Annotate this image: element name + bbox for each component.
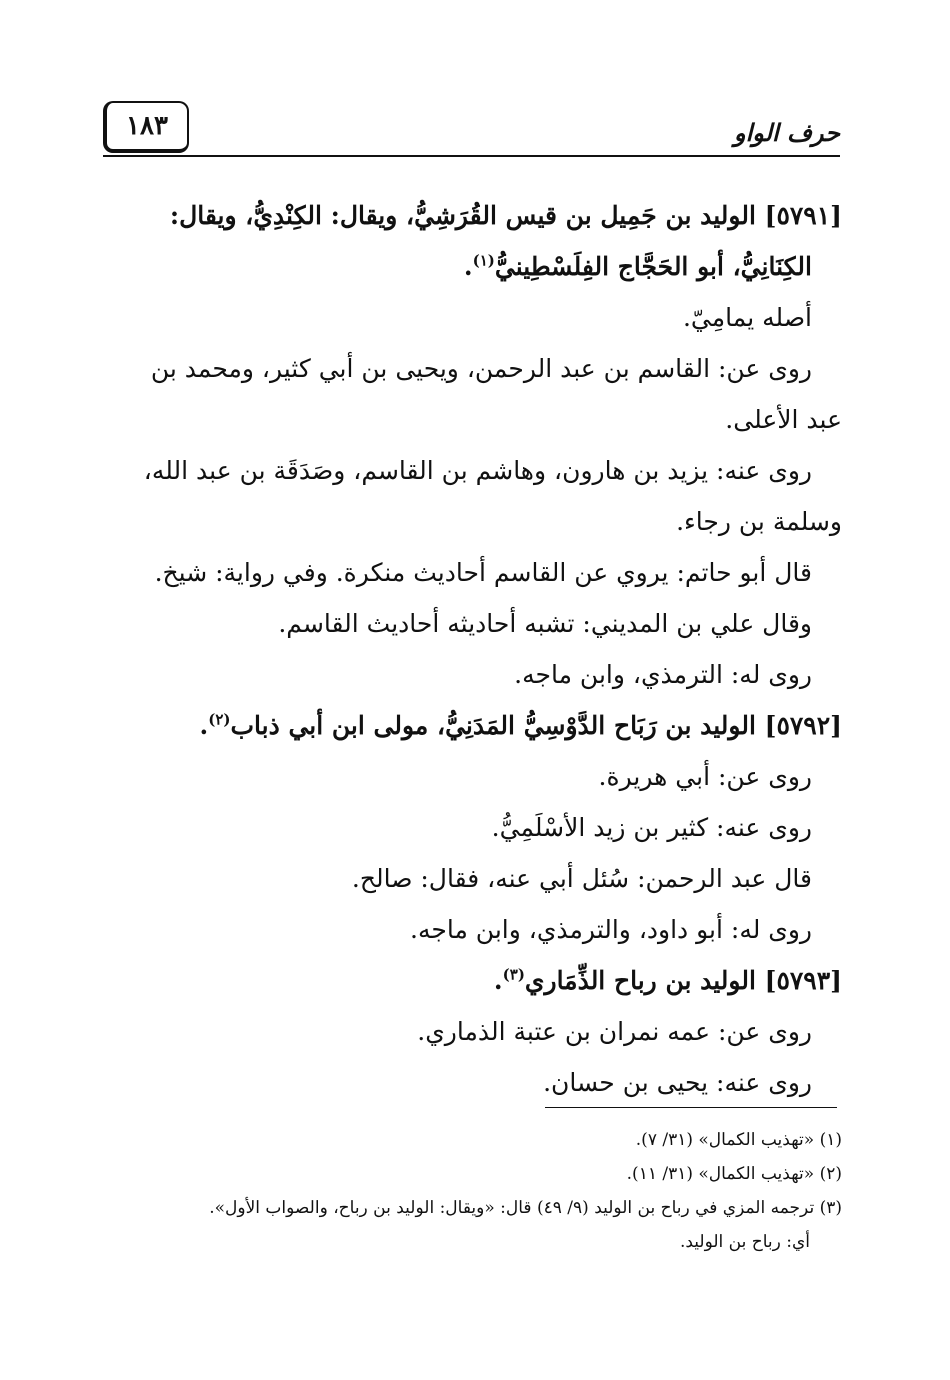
footnote-marker: (١) xyxy=(472,251,495,270)
entry-line: روى له: أبو داود، والترمذي، وابن ماجه. xyxy=(410,915,812,944)
entry-heading-continued: الكِنَانِيُّ، أبو الحَجَّاج الفِلَسْطِينيُّ$^{(١)}$. xyxy=(463,251,812,281)
entry-line: وسلمة بن رجاء. xyxy=(676,507,842,536)
entry-line: روى عن: أبي هريرة. xyxy=(598,762,812,791)
footnote-separator xyxy=(545,1107,837,1108)
entry-line: روى عنه: كثير بن زيد الأسْلَمِيُّ. xyxy=(491,813,812,842)
footnote: (٢) «تهذيب الكمال» (٣١/ ١١). xyxy=(626,1164,842,1184)
footnote: (٣) ترجمه المزي في رباح بن الوليد (٩/ ٤٩) قال: «ويقال: الوليد بن رباح، والصواب الأول». xyxy=(209,1198,842,1218)
entry-line: قال عبد الرحمن: سُئل أبي عنه، فقال: صالح. xyxy=(351,864,812,893)
entry-line: روى عنه: يحيى بن حسان. xyxy=(543,1068,812,1097)
entry-line: روى عن: القاسم بن عبد الرحمن، ويحيى بن أبي كثير، ومحمد بن xyxy=(150,354,812,383)
entry-line: روى عن: عمه نمران بن عتبة الذماري. xyxy=(417,1017,812,1046)
main-text xyxy=(103,190,842,1108)
header-rule xyxy=(103,155,840,157)
running-title: حرف الواو xyxy=(734,118,840,147)
entry-line: وقال علي بن المديني: تشبه أحاديثه أحاديث القاسم. xyxy=(278,609,812,638)
footnote-marker: (٣) xyxy=(502,965,525,984)
footnote-marker: (٢) xyxy=(208,710,231,729)
footnotes xyxy=(100,1123,842,1259)
entry-heading: [٥٧٩٣] الوليد بن رباح الذِّمَاري$^{(٣)}$. xyxy=(493,965,842,995)
entry-heading: [٥٧٩٢] الوليد بن رَبَاح الدَّوْسِيُّ المَدَنِيُّ، مولى ابن أبي ذباب$^{(٢)}$. xyxy=(199,710,842,740)
footnote: (١) «تهذيب الكمال» (٣١/ ٧). xyxy=(635,1130,842,1150)
entry-line: روى عنه: يزيد بن هارون، وهاشم بن القاسم، وصَدَقَة بن عبد الله، xyxy=(143,456,812,485)
entry-line: روى له: الترمذي، وابن ماجه. xyxy=(514,660,812,689)
footnote-continued: أي: رباح بن الوليد. xyxy=(679,1232,810,1252)
entry-heading: [٥٧٩١] الوليد بن جَمِيل بن قيس القُرَشِيُّ، ويقال: الكِنْدِيُّ، ويقال: xyxy=(169,201,842,230)
entry-line: قال أبو حاتم: يروي عن القاسم أحاديث منكرة. وفي رواية: شيخ. xyxy=(154,558,812,587)
page-number: ١٨٣ xyxy=(126,111,168,141)
page-number-box xyxy=(103,101,189,153)
entry-line: عبد الأعلى. xyxy=(725,405,842,434)
entry-line: أصله يمامِيّ. xyxy=(682,303,812,332)
